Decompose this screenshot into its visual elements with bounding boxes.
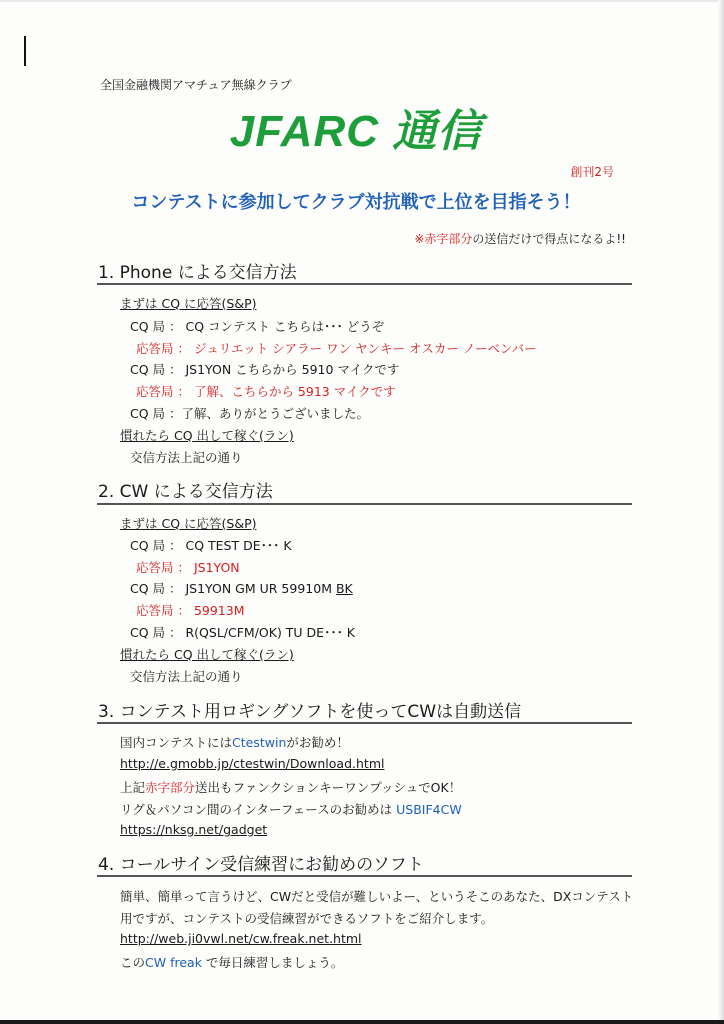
newsletter-title: JFARC 通信 [229, 107, 483, 156]
phone-line-1: CQ 局 ： CQ コンテスト こちらは･･･ どうぞ [130, 319, 385, 334]
phone-line-3: CQ 局 ： JS1YON こちらから 5910 マイクです [130, 362, 400, 377]
ctestwin-line [120, 733, 349, 751]
note-rest: の送信だけで得点になるよ!! [472, 232, 626, 246]
section-1-heading: 1. Phone による交信方法 [98, 263, 297, 283]
nksg-gadget-link[interactable]: https://nksg.net/gadget [120, 822, 268, 837]
cw-line-1: CQ 局 ： CQ TEST DE･･･ K [130, 538, 292, 553]
cw-freak-line-c: で毎日練習しましょう。 [201, 955, 344, 970]
scan-edge-top [0, 0, 724, 2]
scoring-note [414, 230, 626, 247]
section-4-heading: 4. コールサイン受信練習にお勧めのソフト [98, 855, 424, 875]
cw-freak-desc-2: 用ですが、コンテストの受信練習ができるソフトをご紹介します。 [120, 911, 494, 926]
issue-number: 創刊2号 [570, 165, 614, 179]
cw-line-2: 応答局 ： JS1YON [136, 560, 240, 575]
cw-freak-name: CW freak [145, 955, 202, 970]
function-key-line-a: 上記 [120, 780, 146, 795]
cw-line-3-text: CQ 局 ： JS1YON GM UR 59910M [130, 581, 336, 596]
club-name: 全国金融機関アマチュア無線クラブ [100, 78, 292, 92]
cw-sp-title: まずは CQ に応答(S&P) [120, 516, 257, 531]
cw-freak-line-a: この [120, 955, 146, 970]
scan-edge-bottom [0, 1020, 724, 1024]
cw-freak-desc-1: 簡単、簡単って言うけど、CWだと受信が難しいよー、というそこのあなた、DXコンテスト [120, 889, 634, 904]
margin-mark [24, 36, 26, 66]
cw-run-note: 交信方法上記の通り [130, 669, 243, 684]
function-key-line [120, 778, 461, 796]
cw-freak-link[interactable]: http://web.ji0vwl.net/cw.freak.net.html [120, 931, 362, 946]
ctestwin-name: Ctestwin [232, 735, 287, 750]
scan-edge-right [718, 0, 724, 1024]
phone-line-5: CQ 局 ：了解、ありがとうございました。 [130, 406, 370, 421]
cw-run-title: 慣れたら CQ 出して稼ぐ(ラン) [120, 647, 294, 662]
ctestwin-line-a: 国内コンテストには [120, 735, 233, 750]
cw-line-5: CQ 局 ： R(QSL/CFM/OK) TU DE･･･ K [130, 625, 356, 640]
phone-line-2: 応答局 ： ジュリエット シアラー ワン ヤンキー オスカー ノーベンバー [136, 341, 537, 356]
section-1-divider [97, 283, 632, 285]
section-3-divider [97, 722, 632, 724]
interface-line [120, 800, 462, 818]
function-key-line-c: 送出もファンクションキーワンプッシュでOK！ [195, 780, 462, 795]
phone-sp-title: まずは CQ に応答(S&P) [120, 296, 257, 311]
interface-line-a: リグ＆パソコン間のインターフェースのお勧めは [120, 802, 397, 817]
function-key-red: 赤字部分 [145, 780, 196, 795]
cw-line-3-bk: BK [335, 581, 353, 596]
cw-line-3 [130, 579, 353, 597]
cw-line-4: 応答局 ： 59913M [136, 603, 245, 618]
section-2-heading: 2. CW による交信方法 [98, 482, 273, 502]
headline: コンテストに参加してクラブ対抗戦で上位を目指そう！ [131, 192, 581, 213]
cw-freak-practice-line [120, 953, 343, 971]
phone-line-4: 応答局 ： 了解、こちらから 5913 マイクです [136, 384, 396, 399]
note-red: ※赤字部分 [414, 232, 473, 246]
ctestwin-line-c: がお勧め！ [286, 735, 349, 750]
section-4-divider [97, 875, 632, 877]
phone-run-title: 慣れたら CQ 出して稼ぐ(ラン) [120, 428, 294, 443]
phone-run-note: 交信方法上記の通り [130, 450, 243, 465]
section-2-divider [97, 503, 632, 505]
section-3-heading: 3. コンテスト用ロギングソフトを使ってCWは自動送信 [98, 702, 522, 722]
ctestwin-download-link[interactable]: http://e.gmobb.jp/ctestwin/Download.html [120, 756, 385, 771]
usbif4cw-name: USBIF4CW [396, 802, 462, 817]
